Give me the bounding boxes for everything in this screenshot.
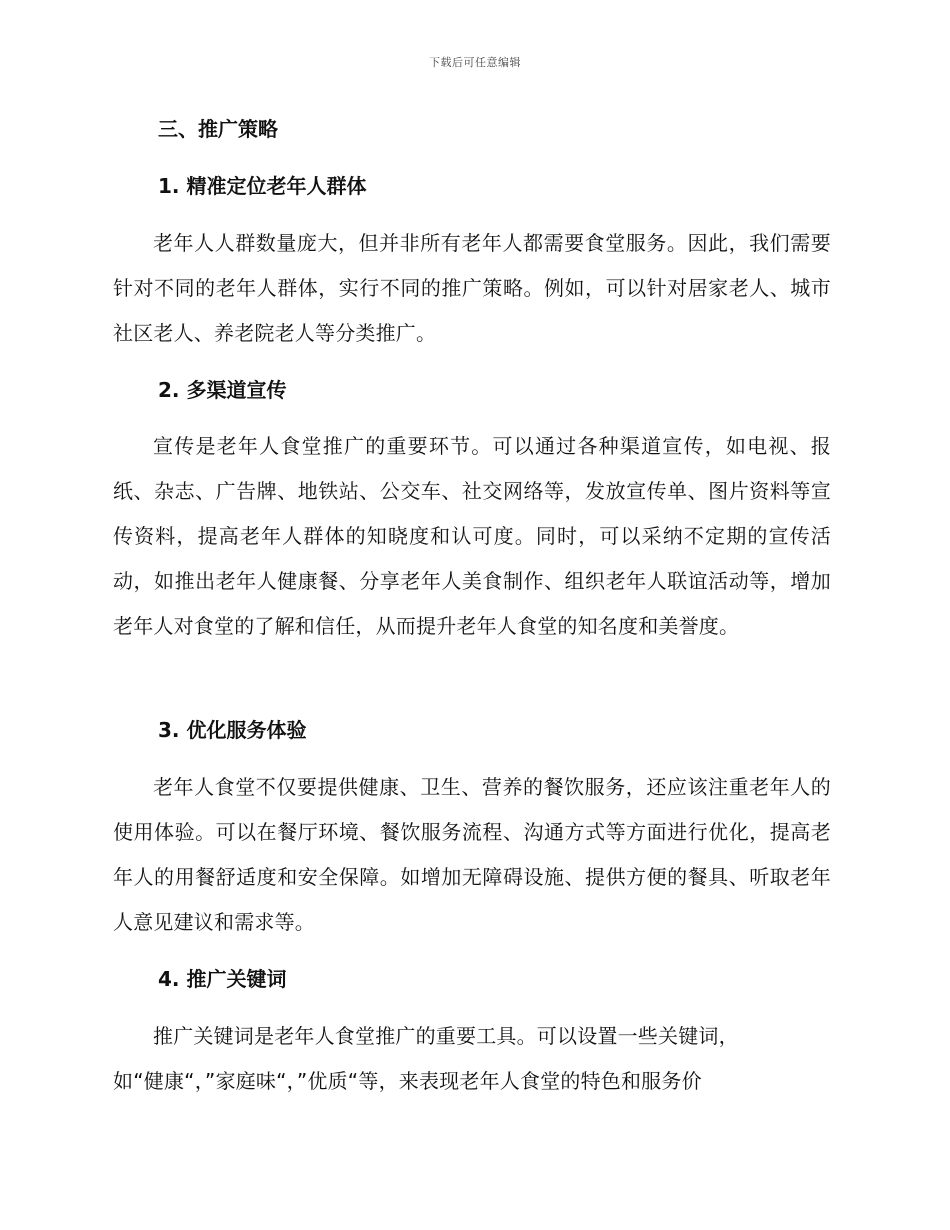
subsection-paragraph-4-line-1: 推广关键词是老年人食堂推广的重要工具。可以设置一些关键词，: [153, 1024, 739, 1048]
subsection-paragraph-3: 老年人食堂不仅要提供健康、卫生、营养的餐饮服务，还应该注重老年人的使用体验。可以在餐厅环境、餐饮服务流程、沟通方式等方面进行优化，提高老年人的用餐舒适度和安全保障。如增加无障碍设施、提供方便的餐具、听取老年人意见建议和需求等。: [113, 775, 831, 934]
subsection-paragraph-2: 宣传是老年人食堂推广的重要环节。可以通过各种渠道宣传，如电视、报纸、杂志、广告牌、地铁站、公交车、社交网络等，发放宣传单、图片资料等宣传资料，提高老年人群体的知晓度和认可度。同时，可以采纳不定期的宣传活动，如推出老年人健康餐、分享老年人美食制作、组织老年人联谊活动等，增加老年人对食堂的了解和信任，从而提升老年人食堂的知名度和美誉度。: [113, 434, 831, 638]
subsection-heading-1: 1. 精准定位老年人群体: [158, 174, 367, 198]
subsection-heading-4: 4. 推广关键词: [158, 967, 287, 991]
header-note: 下载后可任意编辑: [429, 56, 521, 69]
subsection-paragraph-1: 老年人人群数量庞大，但并非所有老年人都需要食堂服务。因此，我们需要针对不同的老年人群体，实行不同的推广策略。例如，可以针对居家老人、城市社区老人、养老院老人等分类推广。: [113, 231, 831, 345]
subsection-heading-2: 2. 多渠道宣传: [158, 378, 287, 402]
subsection-heading-3: 3. 优化服务体验: [158, 718, 307, 742]
section-title: 三、推广策略: [158, 117, 278, 141]
subsection-paragraph-4-line-2: 如“健康“，”家庭味“，”优质“等，来表现老年人食堂的特色和服务价: [113, 1069, 702, 1093]
